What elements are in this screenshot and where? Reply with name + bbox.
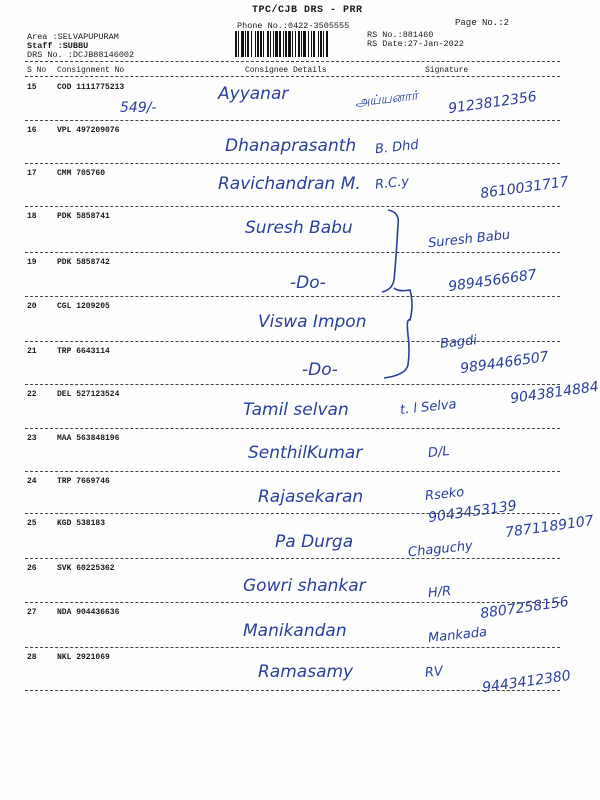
- row-divider: [25, 384, 560, 385]
- row-sno: 19: [27, 258, 37, 267]
- bracket-marks: [380, 200, 430, 390]
- column-header-signature: Signature: [425, 66, 469, 75]
- row-divider: [25, 513, 560, 514]
- row-divider: [25, 206, 560, 207]
- row-sno: 15: [27, 83, 37, 92]
- row-phone: 9894566687: [447, 266, 538, 296]
- row-divider: [25, 690, 560, 691]
- row-consignment: PDK 5858741: [57, 212, 110, 221]
- row-divider: [25, 252, 560, 253]
- drs-number: DRS No. :DCJB88146002: [27, 50, 135, 60]
- row-divider: [25, 341, 560, 342]
- row-consignment: COD 1111775213: [57, 83, 125, 92]
- row-sno: 22: [27, 390, 37, 399]
- row-phone: 9894466507: [459, 348, 550, 378]
- row-signature: அய்யனார்: [354, 88, 419, 111]
- row-phone: 8807258156: [479, 593, 570, 623]
- row-phone: 9043814884: [509, 378, 600, 408]
- row-sno: 28: [27, 653, 37, 662]
- row-divider: [25, 163, 560, 164]
- row-consignee-name: Manikandan: [243, 621, 347, 641]
- row-consignment: SVK 60225362: [57, 564, 115, 573]
- row-sno: 17: [27, 169, 37, 178]
- row-consignee-name: Dhanaprasanth: [225, 136, 357, 156]
- row-consignee-name: Suresh Babu: [245, 218, 353, 238]
- row-signature: B. Dhd: [374, 137, 420, 158]
- row-signature: Rseko: [424, 484, 465, 505]
- row-consignment: KGD 538183: [57, 519, 106, 528]
- document-title: TPC/CJB DRS - PRR: [252, 5, 363, 16]
- row-phone: 9443412380: [481, 667, 572, 697]
- row-sno: 24: [27, 477, 37, 486]
- row-signature: R.C.y: [374, 174, 410, 193]
- row-consignment: NKL 2921069: [57, 653, 110, 662]
- area-field: Area :SELVAPUPURAM: [27, 32, 119, 42]
- row-sno: 21: [27, 347, 37, 356]
- row-divider: [25, 602, 560, 603]
- row-consignee-name: Gowri shankar: [243, 576, 366, 596]
- row-consignee-name: Ravichandran M.: [218, 174, 361, 194]
- row-consignment: DEL 527123524: [57, 390, 120, 399]
- row-phone: 8610031717: [479, 173, 570, 203]
- row-divider: [25, 558, 560, 559]
- row-consignee-name: -Do-: [302, 360, 338, 380]
- staff-field: Staff :SUBBU: [27, 41, 89, 51]
- row-signature: Mankada: [427, 624, 488, 647]
- row-consignee-name: Ramasamy: [258, 662, 354, 682]
- column-header-divider: [25, 76, 560, 77]
- row-signature: t. l Selva: [399, 397, 458, 418]
- row-signature: Bagdi: [439, 333, 478, 352]
- row-phone: 7871189107: [504, 512, 595, 542]
- row-consignee-name: Tamil selvan: [243, 400, 349, 420]
- row-consignment: PDK 5858742: [57, 258, 110, 267]
- row-consignee-name: SenthilKumar: [248, 443, 363, 463]
- row-divider: [25, 471, 560, 472]
- row-consignee-name: Rajasekaran: [258, 487, 364, 507]
- row-signature: D/L: [427, 443, 451, 462]
- row-sno: 23: [27, 434, 37, 443]
- row-signature: H/R: [427, 583, 452, 602]
- row-divider: [25, 120, 560, 121]
- row-amount: 549/-: [120, 100, 157, 116]
- rs-date: RS Date:27-Jan-2022: [367, 39, 464, 49]
- row-consignment: NDA 904436636: [57, 608, 120, 617]
- row-consignment: MAA 563848196: [57, 434, 120, 443]
- row-consignment: TRP 7669746: [57, 477, 110, 486]
- row-signature: RV: [424, 664, 444, 681]
- row-sno: 16: [27, 126, 37, 135]
- row-consignee-name: Pa Durga: [275, 532, 354, 552]
- column-header-consignment: Consignment No: [57, 66, 125, 75]
- row-phone: 9043453139: [427, 497, 518, 527]
- row-sno: 25: [27, 519, 37, 528]
- row-consignment: CGL 1209205: [57, 302, 110, 311]
- barcode: [235, 31, 363, 57]
- row-phone: 9123812356: [447, 88, 538, 118]
- phone-number: Phone No.:0422-3505555: [237, 21, 350, 31]
- row-signature: Suresh Babu: [427, 227, 511, 252]
- row-sno: 26: [27, 564, 37, 573]
- row-consignment: CMM 705760: [57, 169, 106, 178]
- row-signature: Chaguchy: [407, 538, 474, 561]
- row-divider: [25, 296, 560, 297]
- row-consignment: VPL 497209076: [57, 126, 120, 135]
- row-consignee-name: Viswa Impon: [258, 312, 367, 332]
- row-consignee-name: Ayyanar: [218, 84, 289, 104]
- column-header-consignee: Consignee Details: [245, 66, 327, 75]
- header-divider: [25, 61, 560, 62]
- row-sno: 18: [27, 212, 37, 221]
- row-sno: 20: [27, 302, 37, 311]
- row-divider: [25, 647, 560, 648]
- rs-number: RS No.:881460: [367, 30, 434, 40]
- column-header-sno: S No: [27, 66, 47, 75]
- row-consignee-name: -Do-: [290, 273, 326, 293]
- row-consignment: TRP 6643114: [57, 347, 110, 356]
- row-divider: [25, 428, 560, 429]
- page-number: Page No.:2: [455, 18, 510, 28]
- row-sno: 27: [27, 608, 37, 617]
